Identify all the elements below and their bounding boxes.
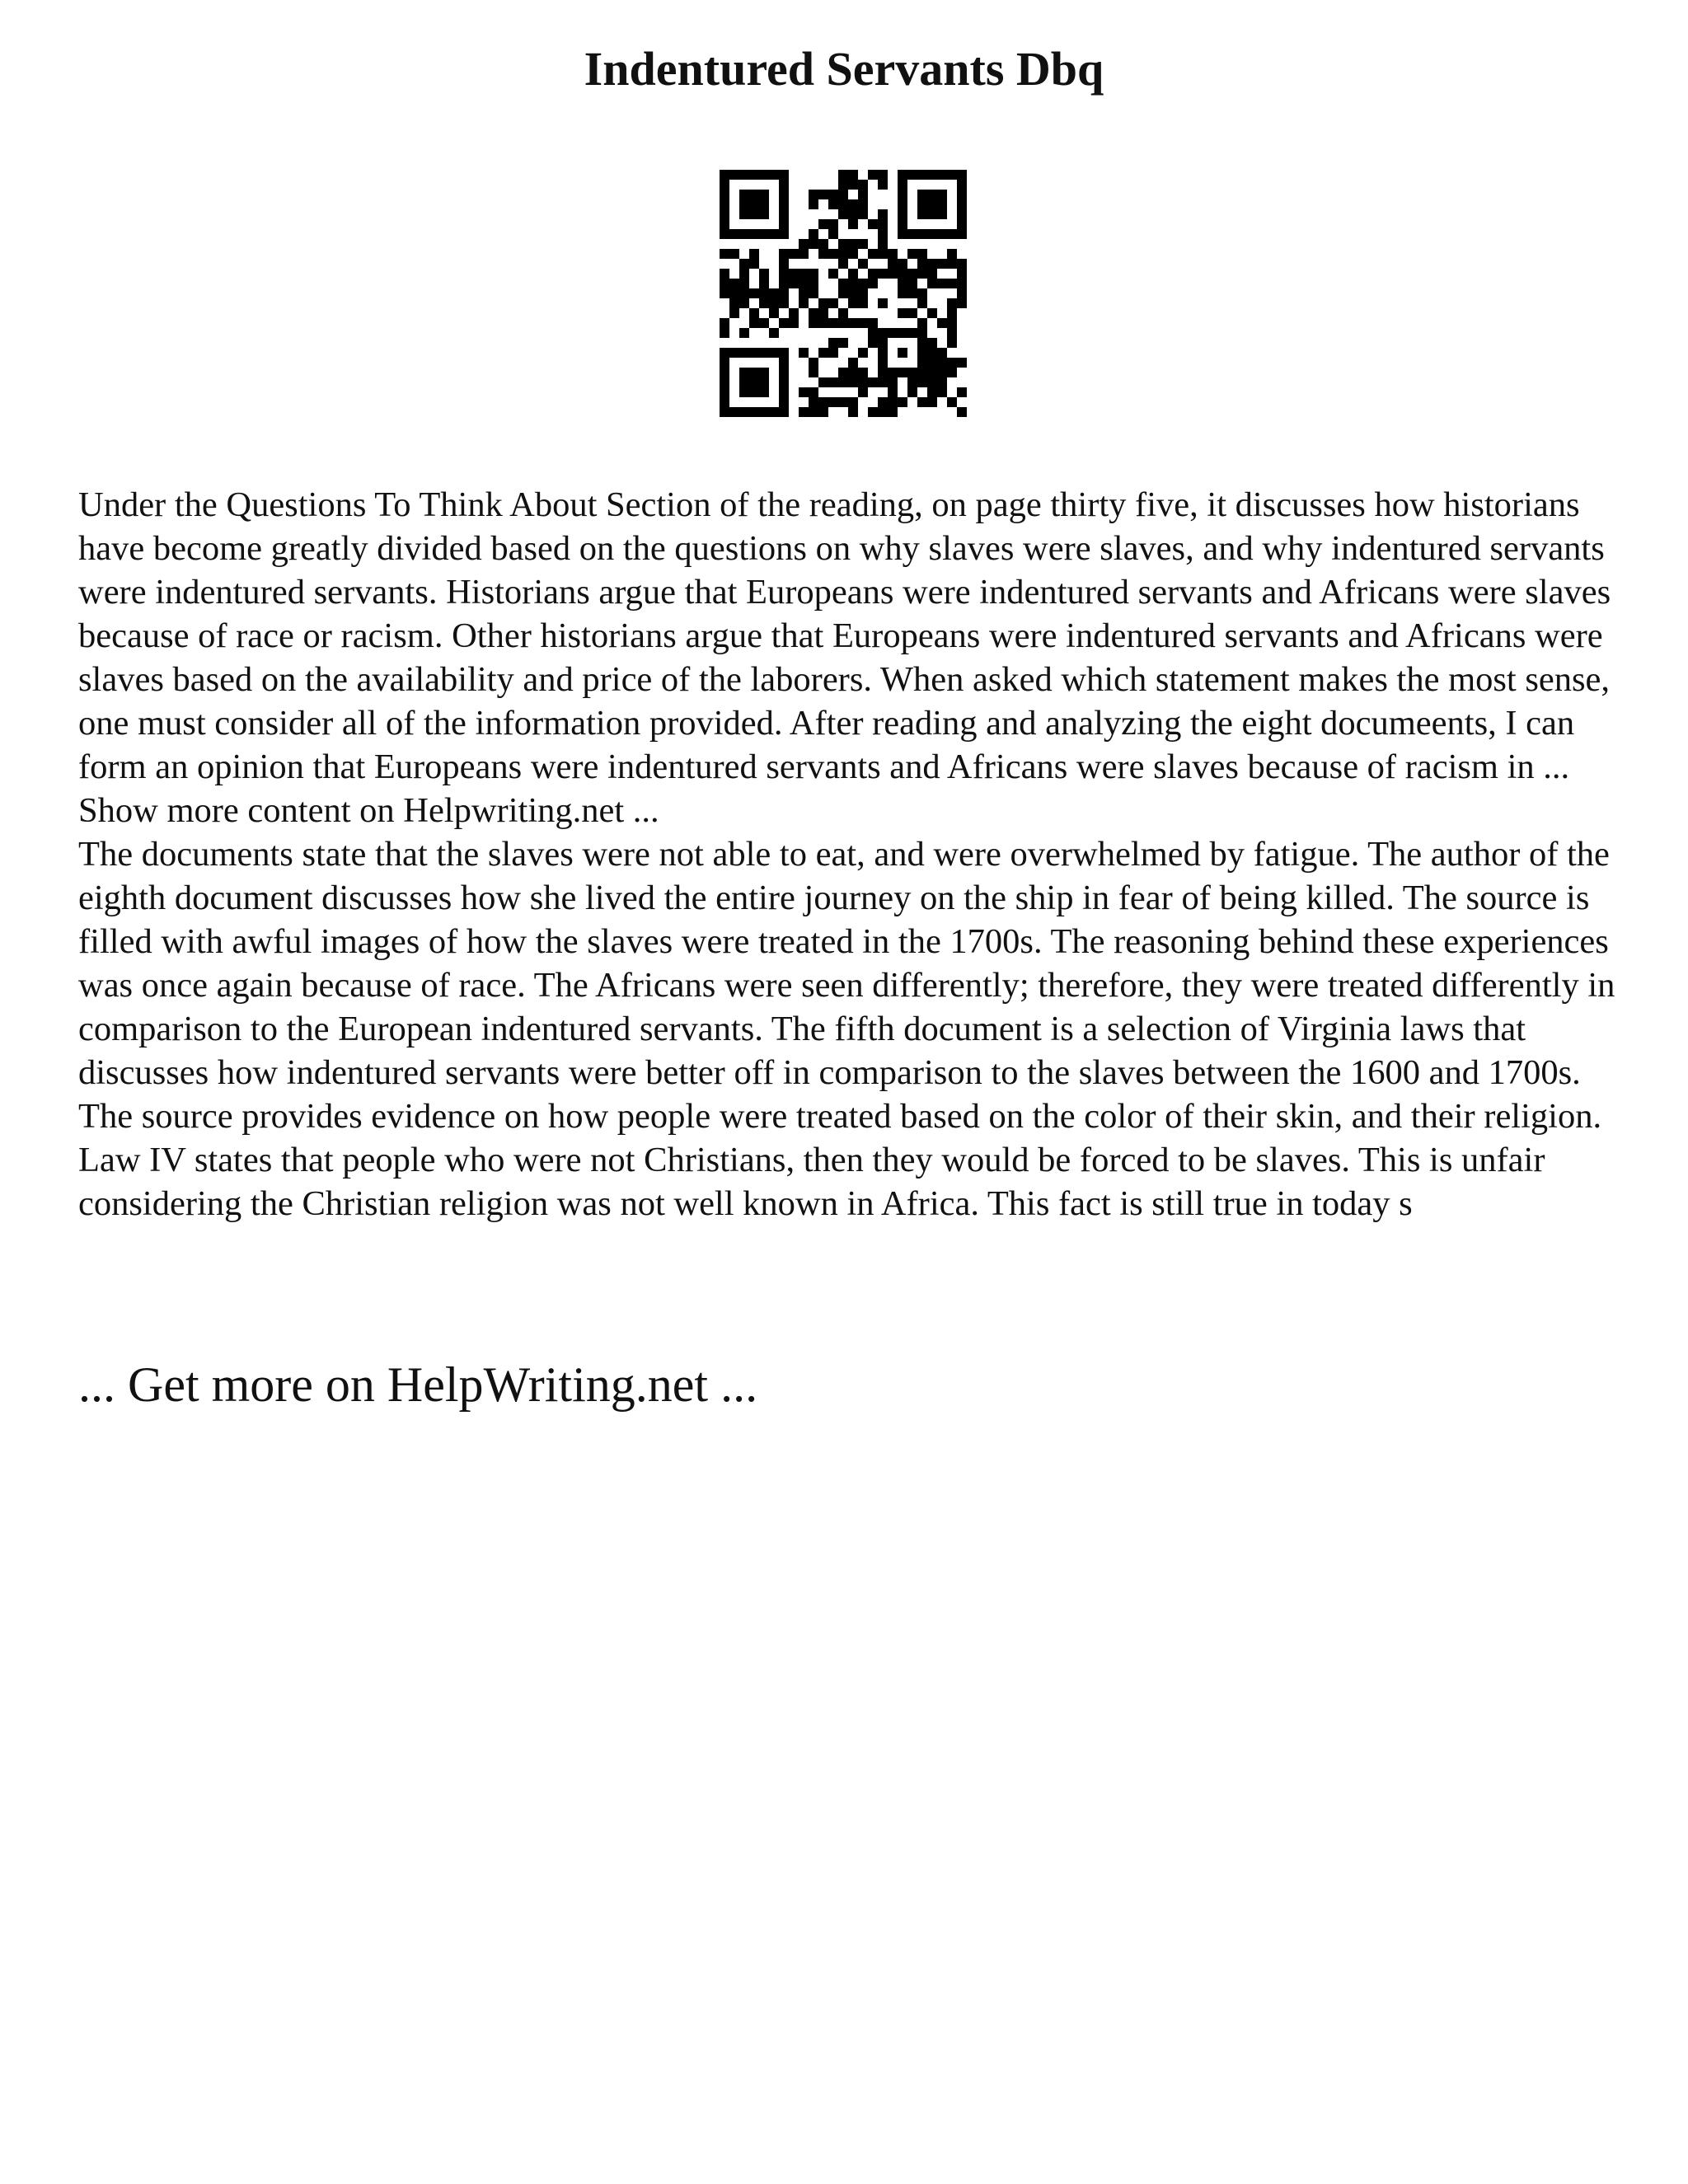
- page-title: Indentured Servants Dbq: [584, 42, 1104, 96]
- qr-code-icon: [720, 170, 967, 417]
- paragraph: Under the Questions To Think About Section of the reading, on page thirty five, it discusses how historians have become greatly divided based on the questions on why slaves were slaves, and why indentured servants were indentured servants. Historians argue that Europeans were indentured servants and Africans were slaves because of race or racism. Other historians argue that Europeans were indentured servants and Africans were slaves based on the availability and price of the laborers. When asked which statement makes the most sense, one must consider all of the information provided. After reading and analyzing the eight documeents, I can form an opinion that Europeans were indentured servants and Africans were slaves because of racism in ... Show more content on Helpwriting.net ...: [78, 485, 1611, 830]
- paragraph: The documents state that the slaves were not able to eat, and were overwhelmed by fatigue. The author of the eighth document discusses how she lived the entire journey on the ship in fear of being killed. The source is filled with awful images of how the slaves were treated in the 1700s. The reasoning behind these experiences was once again because of race. The Africans were seen differently; therefore, they were treated differently in comparison to the European indentured servants. The fifth document is a selection of Virginia laws that discusses how indentured servants were better off in comparison to the slaves between the 1600 and 1700s. The source provides evidence on how people were treated based on the color of their skin, and their religion. Law IV states that people who were not Christians, then they would be forced to be slaves. This is unfair considering the Christian religion was not well known in Africa. This fact is still true in today s: [78, 835, 1615, 1223]
- article-body: [78, 483, 1628, 1226]
- get-more-link[interactable]: ... Get more on HelpWriting.net ...: [78, 1357, 758, 1412]
